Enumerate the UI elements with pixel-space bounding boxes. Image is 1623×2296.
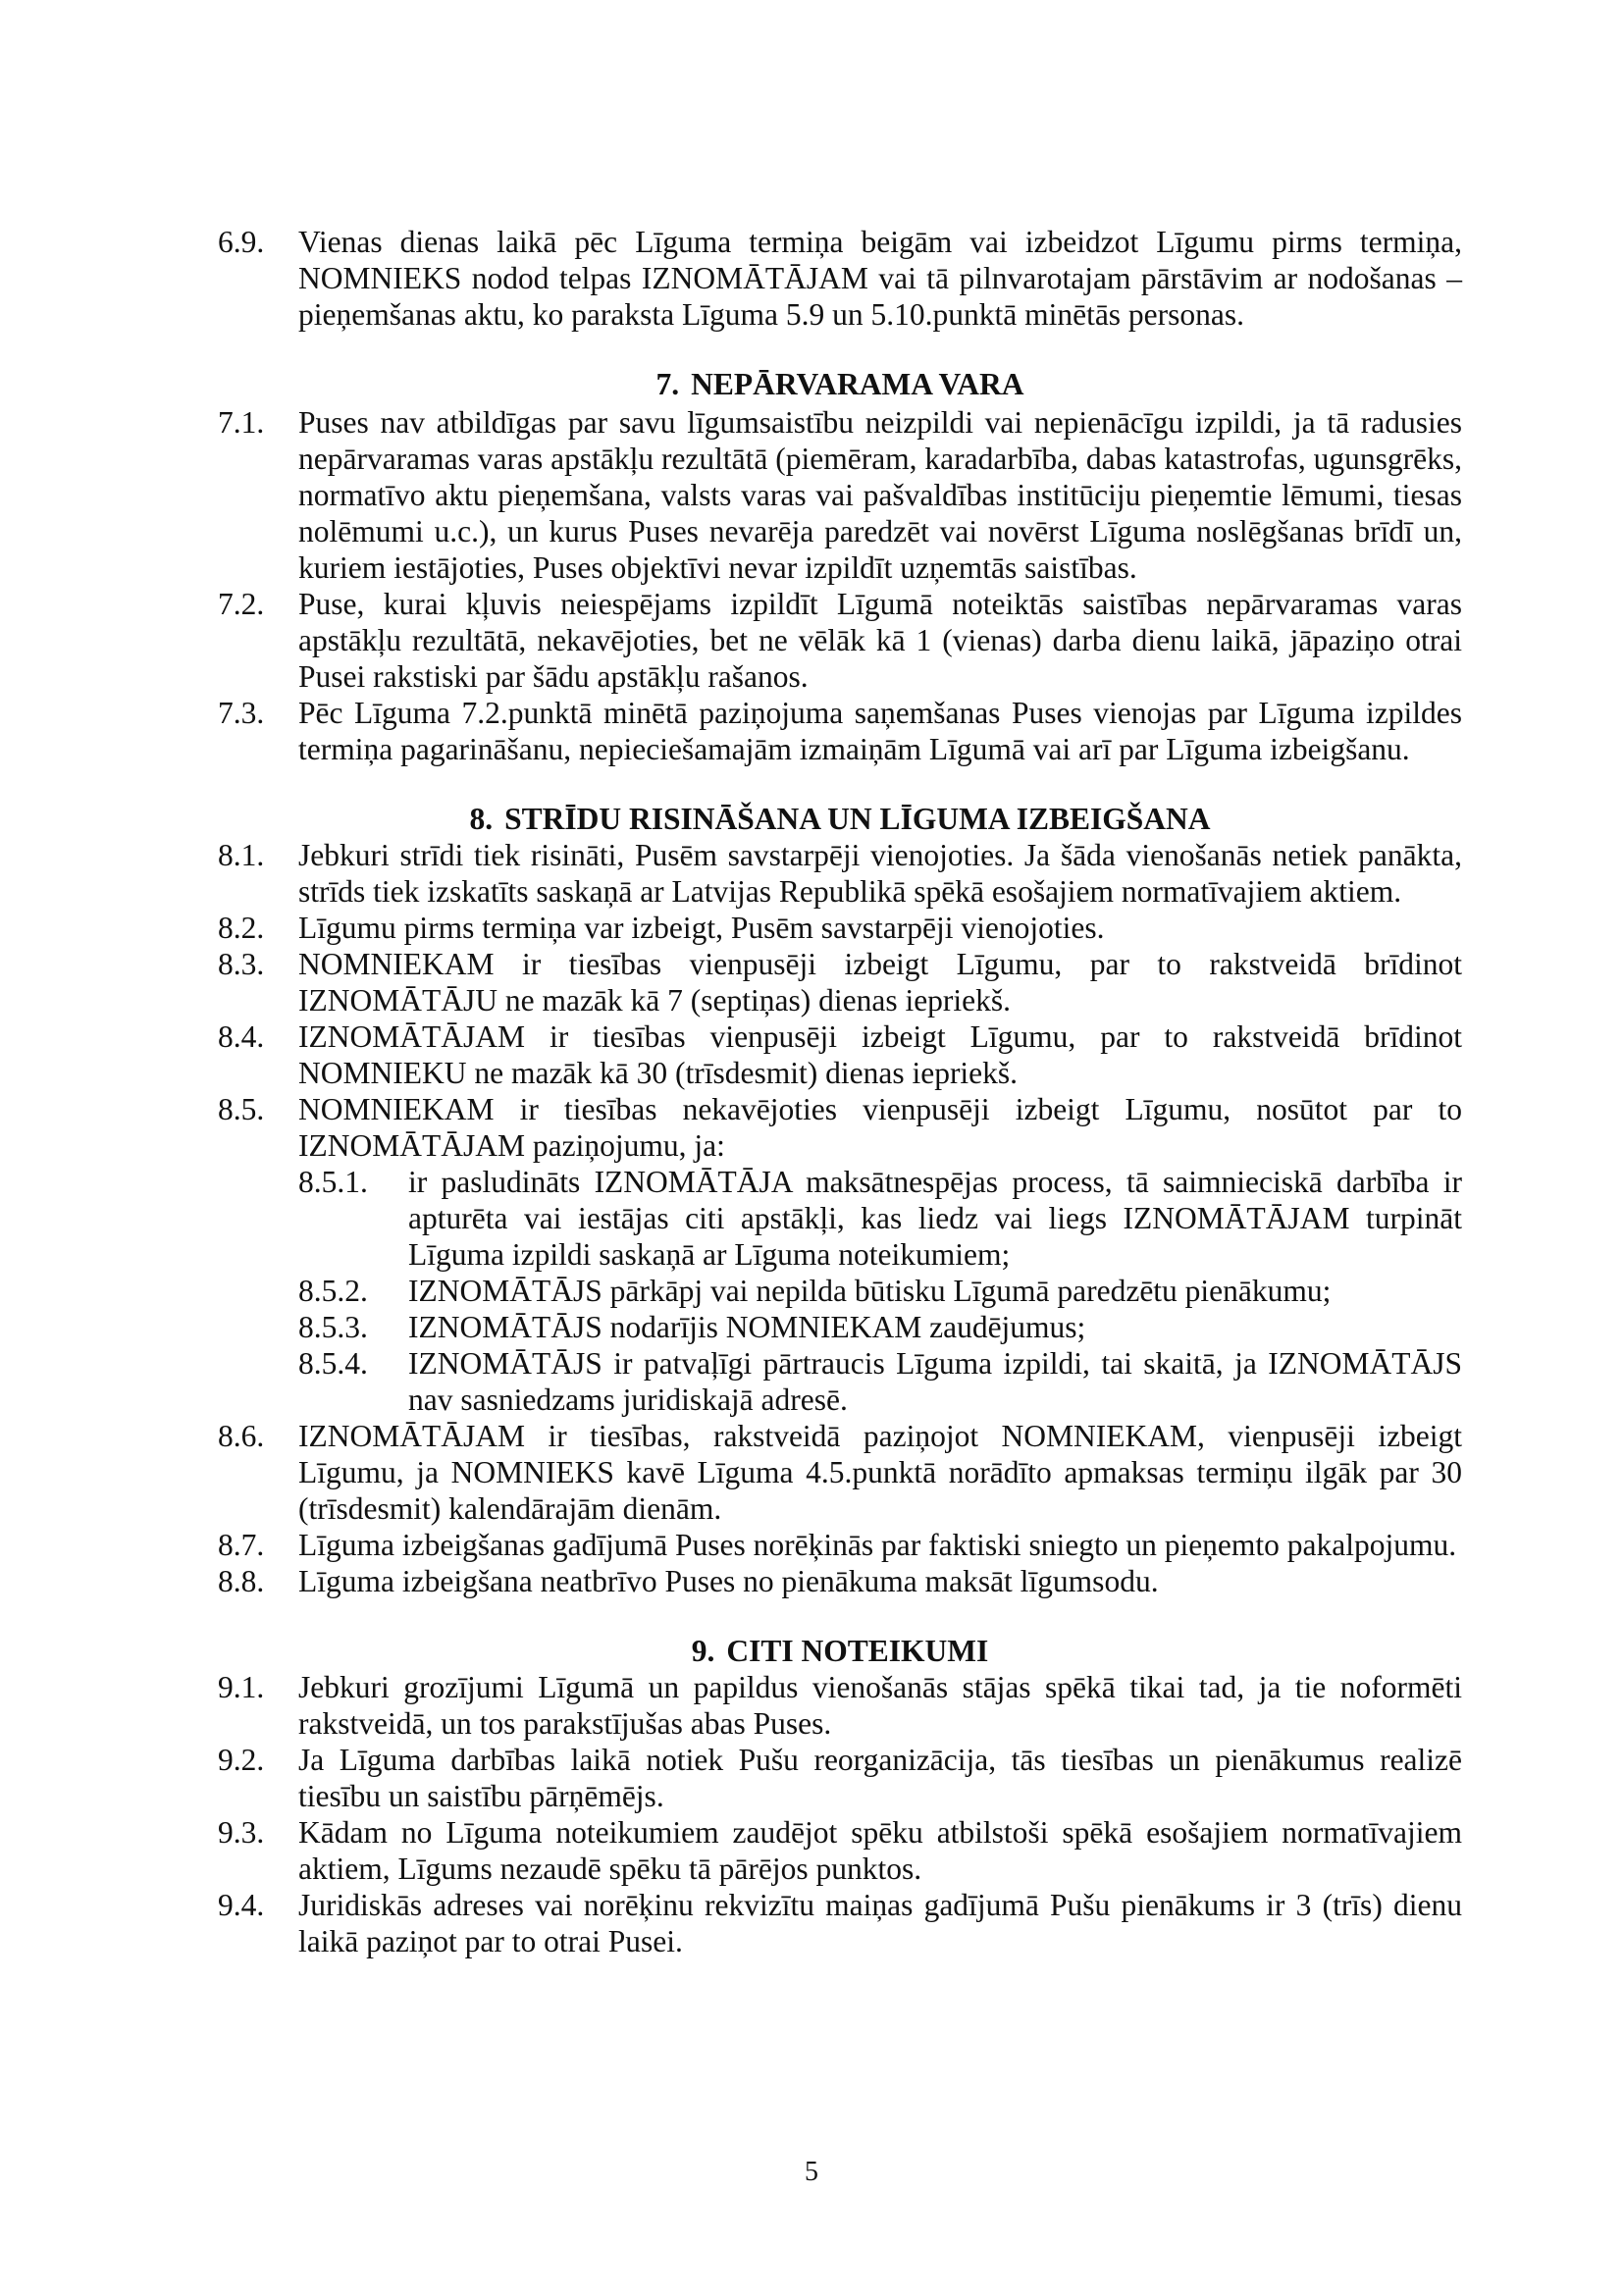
section-number: 9. [691, 1634, 715, 1668]
clause-8-5-2 [298, 1273, 1462, 1309]
clause-text: Puse, kurai kļuvis neiespējams izpildīt Līgumā noteiktās saistības nepārvaramas varas apstākļu rezultātā, nekavējoties, bet ne vēlāk kā 1 (vienas) darba dienu laikā, jāpaziņo otrai Pusei rakstiski par šādu apstākļu rašanos. [298, 587, 1462, 694]
clause-8-4 [218, 1018, 1462, 1091]
clause-text: NOMNIEKAM ir tiesības nekavējoties vienpusēji izbeigt Līgumu, nosūtot par to IZNOMĀTĀJAM paziņojumu, ja: [298, 1092, 1462, 1163]
clause-text: Puses nav atbildīgas par savu līgumsaistību neizpildi vai nepienācīgu izpildi, ja tā radusies nepārvaramas varas apstākļu rezultātā (piemēram, karadarbība, dabas katastrofas, ugunsgrēks, normatīvo aktu pieņemšana, valsts varas vai pašvaldības institūciju pieņemtie lēmumi, tiesas nolēmumi u.c.), un kurus Puses nevarēja paredzēt vai novērst Līguma noslēgšanas brīdī un, kuriem iestājoties, Puses objektīvi nevar izpildīt uzņemtās saistības. [298, 405, 1462, 585]
document-body [218, 224, 1462, 1959]
clause-number: 9.3. [218, 1815, 265, 1850]
section-9-heading [218, 1633, 1462, 1669]
clause-number: 9.4. [218, 1888, 265, 1922]
clause-text: ir pasludināts IZNOMĀTĀJA maksātnespējas process, tā saimnieciskā darbība ir apturēta vai iestājas citi apstākļi, kas liedz vai liegs IZNOMĀTĀJAM turpināt Līguma izpildi saskaņā ar Līguma noteikumiem; [408, 1165, 1462, 1272]
clause-number: 8.5.1. [298, 1165, 368, 1199]
clause-text: Līguma izbeigšanas gadījumā Puses norēķinās par faktiski sniegto un pieņemto pakalpojumu. [298, 1528, 1457, 1562]
clause-text: NOMNIEKAM ir tiesības vienpusēji izbeigt Līgumu, par to rakstveidā brīdinot IZNOMĀTĀJU ne mazāk kā 7 (septiņas) dienas iepriekš. [298, 947, 1462, 1018]
clause-text: Pēc Līguma 7.2.punktā minētā paziņojuma saņemšanas Puses vienojas par Līguma izpildes termiņa pagarināšanu, nepieciešamajām izmaiņām Līgumā vai arī par Līguma izbeigšanu. [298, 696, 1462, 766]
clause-7-3 [218, 695, 1462, 767]
clause-9-1 [218, 1669, 1462, 1742]
clause-text: Ja Līguma darbības laikā notiek Pušu reorganizācija, tās tiesības un pienākumus realizē tiesību un saistību pārņēmējs. [298, 1743, 1462, 1813]
clause-9-2 [218, 1742, 1462, 1814]
clause-8-5-3 [298, 1309, 1462, 1345]
clause-text: Juridiskās adreses vai norēķinu rekvizītu maiņas gadījumā Pušu pienākums ir 3 (trīs) dienu laikā paziņot par to otrai Pusei. [298, 1888, 1462, 1958]
section-title: STRĪDU RISINĀŠANA UN LĪGUMA IZBEIGŠANA [504, 802, 1211, 836]
section-title: NEPĀRVARAMA VARA [691, 367, 1024, 401]
clause-text: Līguma izbeigšana neatbrīvo Puses no pienākuma maksāt līgumsodu. [298, 1564, 1159, 1598]
clause-number: 8.1. [218, 838, 265, 872]
clause-text: Līgumu pirms termiņa var izbeigt, Pusēm savstarpēji vienojoties. [298, 911, 1105, 945]
clause-text: IZNOMĀTĀJAM ir tiesības vienpusēji izbeigt Līgumu, par to rakstveidā brīdinot NOMNIEKU ne mazāk kā 30 (trīsdesmit) dienas iepriekš. [298, 1019, 1462, 1090]
section-7-heading [218, 366, 1462, 402]
clause-6-9 [218, 224, 1462, 333]
clause-9-3 [218, 1814, 1462, 1887]
clause-number: 8.5.2. [298, 1274, 368, 1308]
clause-text: IZNOMĀTĀJS nodarījis NOMNIEKAM zaudējumus; [408, 1310, 1086, 1344]
page-number: 5 [805, 2157, 818, 2187]
clause-7-2 [218, 586, 1462, 695]
section-number: 7. [655, 367, 680, 401]
clause-text: IZNOMĀTĀJS pārkāpj vai nepilda būtisku Līgumā paredzētu pienākumu; [408, 1274, 1332, 1308]
clause-text: Jebkuri grozījumi Līgumā un papildus vienošanās stājas spēkā tikai tad, ja tie noformēti rakstveidā, un tos parakstījušas abas Puses. [298, 1670, 1462, 1741]
clause-8-2 [218, 910, 1462, 946]
clause-number: 8.4. [218, 1019, 265, 1054]
section-title: CITI NOTEIKUMI [726, 1634, 989, 1668]
clause-9-4 [218, 1887, 1462, 1959]
clause-text: Vienas dienas laikā pēc Līguma termiņa beigām vai izbeidzot Līgumu pirms termiņa, NOMNIEKS nodod telpas IZNOMĀTĀJAM vai tā pilnvarotajam pārstāvim ar nodošanas – pieņemšanas aktu, ko paraksta Līguma 5.9 un 5.10.punktā minētās personas. [298, 225, 1462, 332]
clause-number: 8.5.4. [298, 1346, 368, 1381]
clause-8-6 [218, 1418, 1462, 1527]
clause-number: 8.2. [218, 911, 265, 945]
section-number: 8. [469, 802, 494, 836]
clause-number: 8.8. [218, 1564, 265, 1598]
section-8-heading [218, 801, 1462, 837]
clause-number: 8.6. [218, 1419, 265, 1453]
clause-number: 8.5.3. [298, 1310, 368, 1344]
clause-7-1 [218, 404, 1462, 586]
clause-number: 9.1. [218, 1670, 265, 1704]
clause-number: 9.2. [218, 1743, 265, 1777]
clause-text: IZNOMĀTĀJAM ir tiesības, rakstveidā paziņojot NOMNIEKAM, vienpusēji izbeigt Līgumu, ja NOMNIEKS kavē Līguma 4.5.punktā norādīto apmaksas termiņu ilgāk par 30 (trīsdesmit) kalendārajām dienām. [298, 1419, 1462, 1526]
clause-number: 7.3. [218, 696, 265, 730]
clause-8-3 [218, 946, 1462, 1018]
clause-8-7 [218, 1527, 1462, 1563]
clause-8-5-4 [298, 1345, 1462, 1418]
clause-8-5-1 [298, 1164, 1462, 1273]
clause-number: 7.1. [218, 405, 265, 440]
clause-number: 8.3. [218, 947, 265, 981]
clause-8-5 [218, 1091, 1462, 1164]
clause-text: IZNOMĀTĀJS ir patvaļīgi pārtraucis Līguma izpildi, tai skaitā, ja IZNOMĀTĀJS nav sasniedzams juridiskajā adresē. [408, 1346, 1462, 1417]
clause-8-8 [218, 1563, 1462, 1599]
clause-number: 8.5. [218, 1092, 265, 1126]
clause-text: Jebkuri strīdi tiek risināti, Pusēm savstarpēji vienojoties. Ja šāda vienošanās netiek panākta, strīds tiek izskatīts saskaņā ar Latvijas Republikā spēkā esošajiem normatīvajiem aktiem. [298, 838, 1462, 909]
clause-text: Kādam no Līguma noteikumiem zaudējot spēku atbilstoši spēkā esošajiem normatīvajiem aktiem, Līgums nezaudē spēku tā pārējos punktos. [298, 1815, 1462, 1886]
clause-8-1 [218, 837, 1462, 910]
clause-number: 8.7. [218, 1528, 265, 1562]
clause-number: 6.9. [218, 225, 265, 259]
clause-number: 7.2. [218, 587, 265, 621]
